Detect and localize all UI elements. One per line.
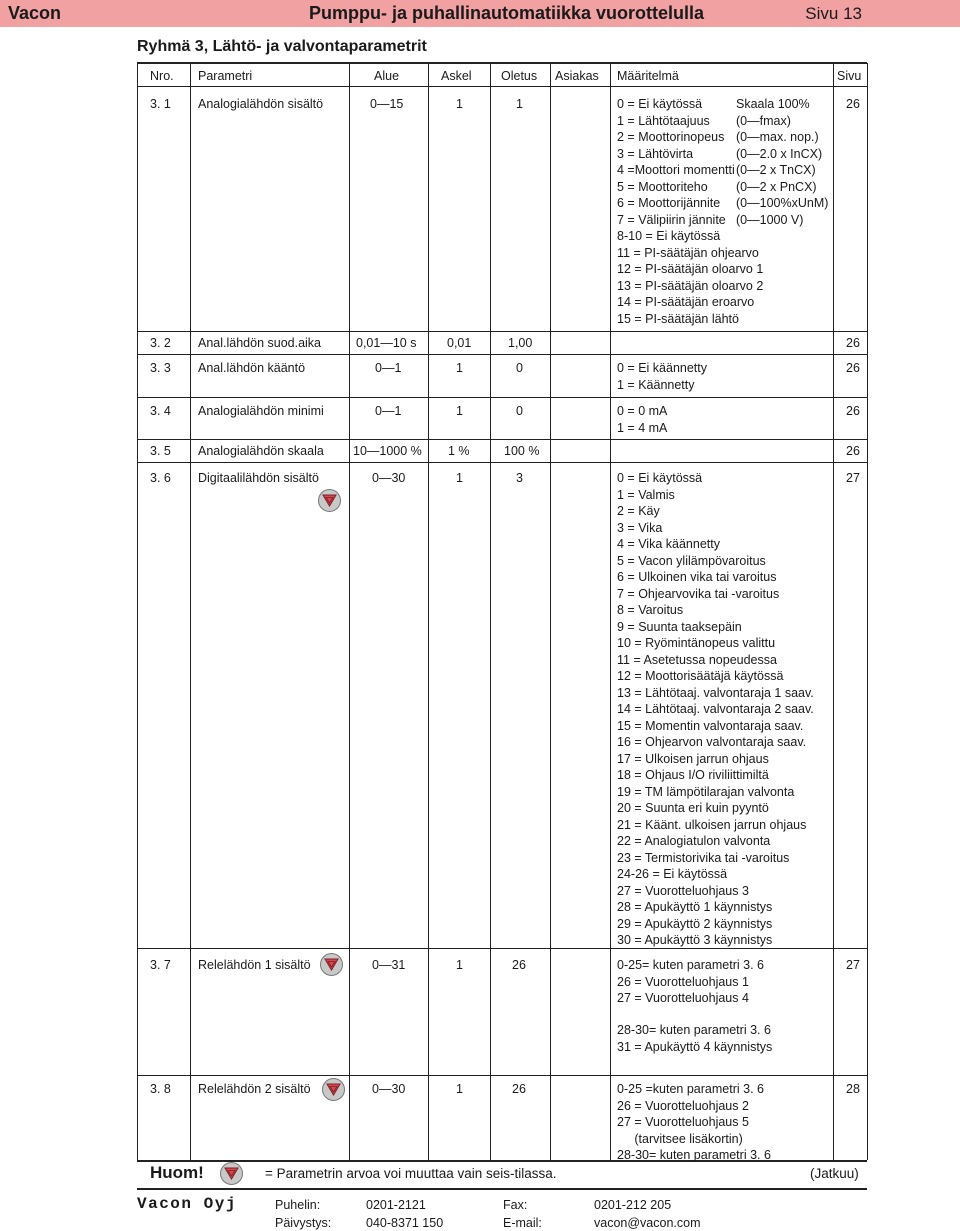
definition-list (617, 1081, 771, 1164)
page-number: Sivu 13 (805, 4, 862, 23)
column-header-range: Alue (374, 69, 400, 83)
param-name: Anal.lähdön kääntö (198, 361, 306, 375)
footer-support: 040-8371 150 (366, 1216, 444, 1230)
row-rule (137, 1075, 867, 1076)
param-number: 3. 2 (150, 336, 171, 350)
definition-item: 0-25 =kuten parametri 3. 6 (617, 1082, 764, 1096)
definition-item: 18 = Ohjaus I/O riviliittimiltä (617, 768, 769, 782)
param-page: 27 (846, 958, 860, 972)
definition-item: 1 = 4 mA (617, 420, 668, 435)
param-default: 1 (516, 97, 523, 111)
param-page: 27 (846, 471, 860, 485)
footer-rule (137, 1188, 867, 1190)
column-header-definition: Määritelmä (617, 69, 679, 83)
definition-item: 0-25= kuten parametri 3. 6 (617, 958, 764, 972)
param-step: 1 (456, 404, 463, 418)
definition-item: 1 = Käännetty (617, 377, 695, 392)
column-header-customer: Asiakas (555, 69, 599, 83)
param-name: Relelähdön 2 sisältö (198, 1082, 311, 1096)
param-range: 0,01—10 s (356, 336, 417, 350)
definition-item: 28-30= kuten parametri 3. 6 (617, 1148, 771, 1162)
continued-label: (Jatkuu) (810, 1166, 859, 1181)
column-rule (349, 63, 350, 1160)
definition-item: 30 = Apukäyttö 3 käynnistys (617, 933, 773, 947)
stop-state-icon (320, 953, 343, 976)
definition-item: 0 = 0 mA (617, 404, 668, 418)
definition-item: 8 = Varoitus (617, 603, 684, 617)
definition-item: 29 = Apukäyttö 2 käynnistys (617, 916, 773, 931)
scale-item: (0—2 x TnCX) (736, 163, 816, 177)
column-rule (490, 63, 491, 1160)
definition-item: 4 =Moottori momentti (617, 163, 735, 177)
section-title: Ryhmä 3, Lähtö- ja valvontaparametrit (137, 38, 427, 55)
definition-item: 27 = Vuorotteluohjaus 5 (617, 1115, 749, 1129)
row-rule (137, 331, 867, 332)
scale-item: (0—2.0 x InCX) (736, 146, 823, 161)
footer-support-label: Päivystys: (275, 1216, 332, 1230)
param-name: Analogialähdön sisältö (198, 97, 324, 111)
scale-list (736, 96, 828, 228)
param-range: 0—1 (375, 361, 402, 375)
definition-item: 3 = Vika (617, 520, 663, 535)
column-rule (867, 63, 868, 1160)
stop-state-icon (220, 1162, 243, 1185)
param-default: 3 (516, 471, 523, 485)
document-title: Pumppu- ja puhallinautomatiikka vuorottelulla (309, 3, 705, 23)
definition-item: 5 = Moottoriteho (617, 179, 708, 194)
definition-item: 8-10 = Ei käytössä (617, 229, 721, 243)
param-number: 3. 4 (150, 404, 171, 418)
row-rule (137, 354, 867, 355)
row-rule (137, 397, 867, 398)
definition-item: 23 = Termistorivika tai -varoitus (617, 850, 790, 865)
param-page: 28 (846, 1082, 860, 1096)
definition-list (617, 957, 764, 1007)
footer-email: vacon@vacon.com (594, 1216, 701, 1230)
definition-item: 4 = Vika käännetty (617, 537, 720, 551)
definition-item: 0 = Ei käytössä (617, 97, 703, 111)
definition-item: 26 = Vuorotteluohjaus 1 (617, 974, 749, 989)
column-rule (610, 63, 611, 1160)
param-step: 1 (456, 361, 463, 375)
param-range: 0—1 (375, 404, 402, 418)
definition-item: 1 = Lähtötaajuus (617, 113, 710, 128)
definition-item: 28-30= kuten parametri 3. 6 (617, 1023, 771, 1037)
definition-item: 27 = Vuorotteluohjaus 3 (617, 883, 749, 898)
column-header-page: Sivu (837, 69, 862, 83)
param-step: 1 (456, 471, 463, 485)
row-rule (137, 462, 867, 463)
footer-email-label: E-mail: (503, 1216, 542, 1230)
scale-item: (0—100%xUnM) (736, 196, 829, 210)
definition-item: 21 = Käänt. ulkoisen jarrun ohjaus (617, 817, 807, 832)
stop-state-icon (318, 489, 341, 512)
param-number: 3. 3 (150, 361, 171, 375)
param-range: 0—31 (372, 958, 406, 972)
param-page: 26 (846, 444, 860, 458)
column-rule (550, 63, 551, 1160)
footer-phone-label: Puhelin: (275, 1198, 321, 1212)
param-number: 3. 7 (150, 958, 171, 972)
footer-phone: 0201-2121 (366, 1198, 426, 1212)
param-default: 0 (516, 361, 523, 375)
definition-item: 0 = Ei käännetty (617, 361, 707, 375)
definition-item: 17 = Ulkoisen jarrun ohjaus (617, 751, 769, 766)
column-rule (428, 63, 429, 1160)
definition-item: 16 = Ohjearvon valvontaraja saav. (617, 735, 807, 749)
definition-item: 10 = Ryömintänopeus valittu (617, 636, 776, 650)
column-header-parameter: Parametri (198, 69, 253, 83)
definition-item: 24-26 = Ei käytössä (617, 867, 728, 881)
definition-item: 12 = Moottorisäätäjä käytössä (617, 669, 784, 683)
definition-list (617, 403, 667, 436)
definition-item: 13 = Lähtötaaj. valvontaraja 1 saav. (617, 685, 814, 700)
param-name: Analogialähdön minimi (198, 404, 324, 418)
param-default: 0 (516, 404, 523, 418)
definition-item: 6 = Moottorijännite (617, 196, 721, 210)
note-text: = Parametrin arvoa voi muuttaa vain seis-tilassa. (265, 1166, 557, 1181)
definition-item: 11 = Asetetussa nopeudessa (617, 652, 777, 667)
definition-item: 20 = Suunta eri kuin pyyntö (617, 801, 769, 815)
param-page: 26 (846, 336, 860, 350)
definition-item: 5 = Vacon ylilämpövaroitus (617, 553, 766, 568)
brand-name: Vacon (8, 3, 62, 23)
param-name: Anal.lähdön suod.aika (198, 336, 322, 350)
table-header-rule (137, 86, 867, 87)
definition-item: 28 = Apukäyttö 1 käynnistys (617, 900, 773, 914)
param-range: 0—30 (372, 471, 406, 485)
param-number: 3. 1 (150, 97, 171, 111)
param-step: 1 (456, 958, 463, 972)
definition-item: 19 = TM lämpötilarajan valvonta (617, 784, 795, 799)
definition-item: 22 = Analogiatulon valvonta (617, 834, 771, 848)
definition-item: 3 = Lähtövirta (617, 146, 694, 161)
param-range: 0—15 (370, 97, 404, 111)
param-number: 3. 6 (150, 471, 171, 485)
param-step: 0,01 (447, 336, 472, 350)
definition-item: 9 = Suunta taaksepäin (617, 619, 742, 634)
footer-fax-label: Fax: (503, 1198, 528, 1212)
column-rule (137, 63, 138, 1160)
param-step: 1 (456, 97, 463, 111)
definition-item: (tarvitsee lisäkortin) (617, 1131, 743, 1146)
param-name: Analogialähdön skaala (198, 444, 324, 458)
param-name: Relelähdön 1 sisältö (198, 958, 311, 972)
column-header-nro: Nro. (150, 69, 174, 83)
definition-list (617, 470, 814, 949)
scale-item: (0—max. nop.) (736, 130, 819, 144)
definition-item: 7 = Ohjearvovika tai -varoitus (617, 586, 780, 601)
definition-item: 14 = Lähtötaaj. valvontaraja 2 saav. (617, 702, 814, 716)
definition-item: 12 = PI-säätäjän oloarvo 1 (617, 262, 764, 276)
param-page: 26 (846, 97, 860, 111)
scale-item: (0—1000 V) (736, 212, 804, 227)
note-label: Huom! (150, 1163, 204, 1182)
scale-item: (0—fmax) (736, 113, 791, 128)
column-rule (190, 63, 191, 1160)
param-range: 0—30 (372, 1082, 406, 1096)
column-rule (833, 63, 834, 1160)
param-default: 100 % (504, 444, 540, 458)
column-header-default: Oletus (501, 69, 538, 83)
definition-item: 2 = Käy (617, 504, 660, 518)
param-number: 3. 8 (150, 1082, 171, 1096)
definition-item: 2 = Moottorinopeus (617, 130, 725, 144)
definition-item: 13 = PI-säätäjän oloarvo 2 (617, 278, 764, 293)
param-step: 1 % (448, 444, 470, 458)
definition-item: 0 = Ei käytössä (617, 471, 703, 485)
column-header-step: Askel (441, 69, 472, 83)
definition-list (617, 360, 707, 393)
definition-item: 26 = Vuorotteluohjaus 2 (617, 1098, 749, 1113)
definition-item: 15 = PI-säätäjän lähtö (617, 311, 739, 326)
table-top-rule (137, 62, 867, 64)
definition-item: 31 = Apukäyttö 4 käynnistys (617, 1039, 773, 1054)
param-default: 26 (512, 958, 526, 972)
definition-item: 6 = Ulkoinen vika tai varoitus (617, 570, 777, 584)
definition-item: 15 = Momentin valvontaraja saav. (617, 718, 804, 733)
param-default: 26 (512, 1082, 526, 1096)
param-range: 10—1000 % (353, 444, 422, 458)
row-rule (137, 439, 867, 440)
param-default: 1,00 (508, 336, 533, 350)
param-page: 26 (846, 404, 860, 418)
stop-state-icon (322, 1078, 345, 1101)
param-number: 3. 5 (150, 444, 171, 458)
definition-item: 7 = Välipiirin jännite (617, 212, 726, 227)
scale-item: (0—2 x PnCX) (736, 179, 817, 194)
scale-item: Skaala 100% (736, 97, 810, 111)
param-name: Digitaalilähdön sisältö (198, 471, 319, 485)
definition-list (617, 1022, 772, 1055)
definition-item: 1 = Valmis (617, 487, 675, 502)
definition-item: 14 = PI-säätäjän eroarvo (617, 295, 755, 309)
footer-fax: 0201-212 205 (594, 1198, 672, 1212)
footer-company: Vacon Oyj (137, 1195, 237, 1213)
definition-item: 11 = PI-säätäjän ohjearvo (617, 245, 759, 260)
definition-item: 27 = Vuorotteluohjaus 4 (617, 991, 749, 1005)
param-page: 26 (846, 361, 860, 375)
param-step: 1 (456, 1082, 463, 1096)
